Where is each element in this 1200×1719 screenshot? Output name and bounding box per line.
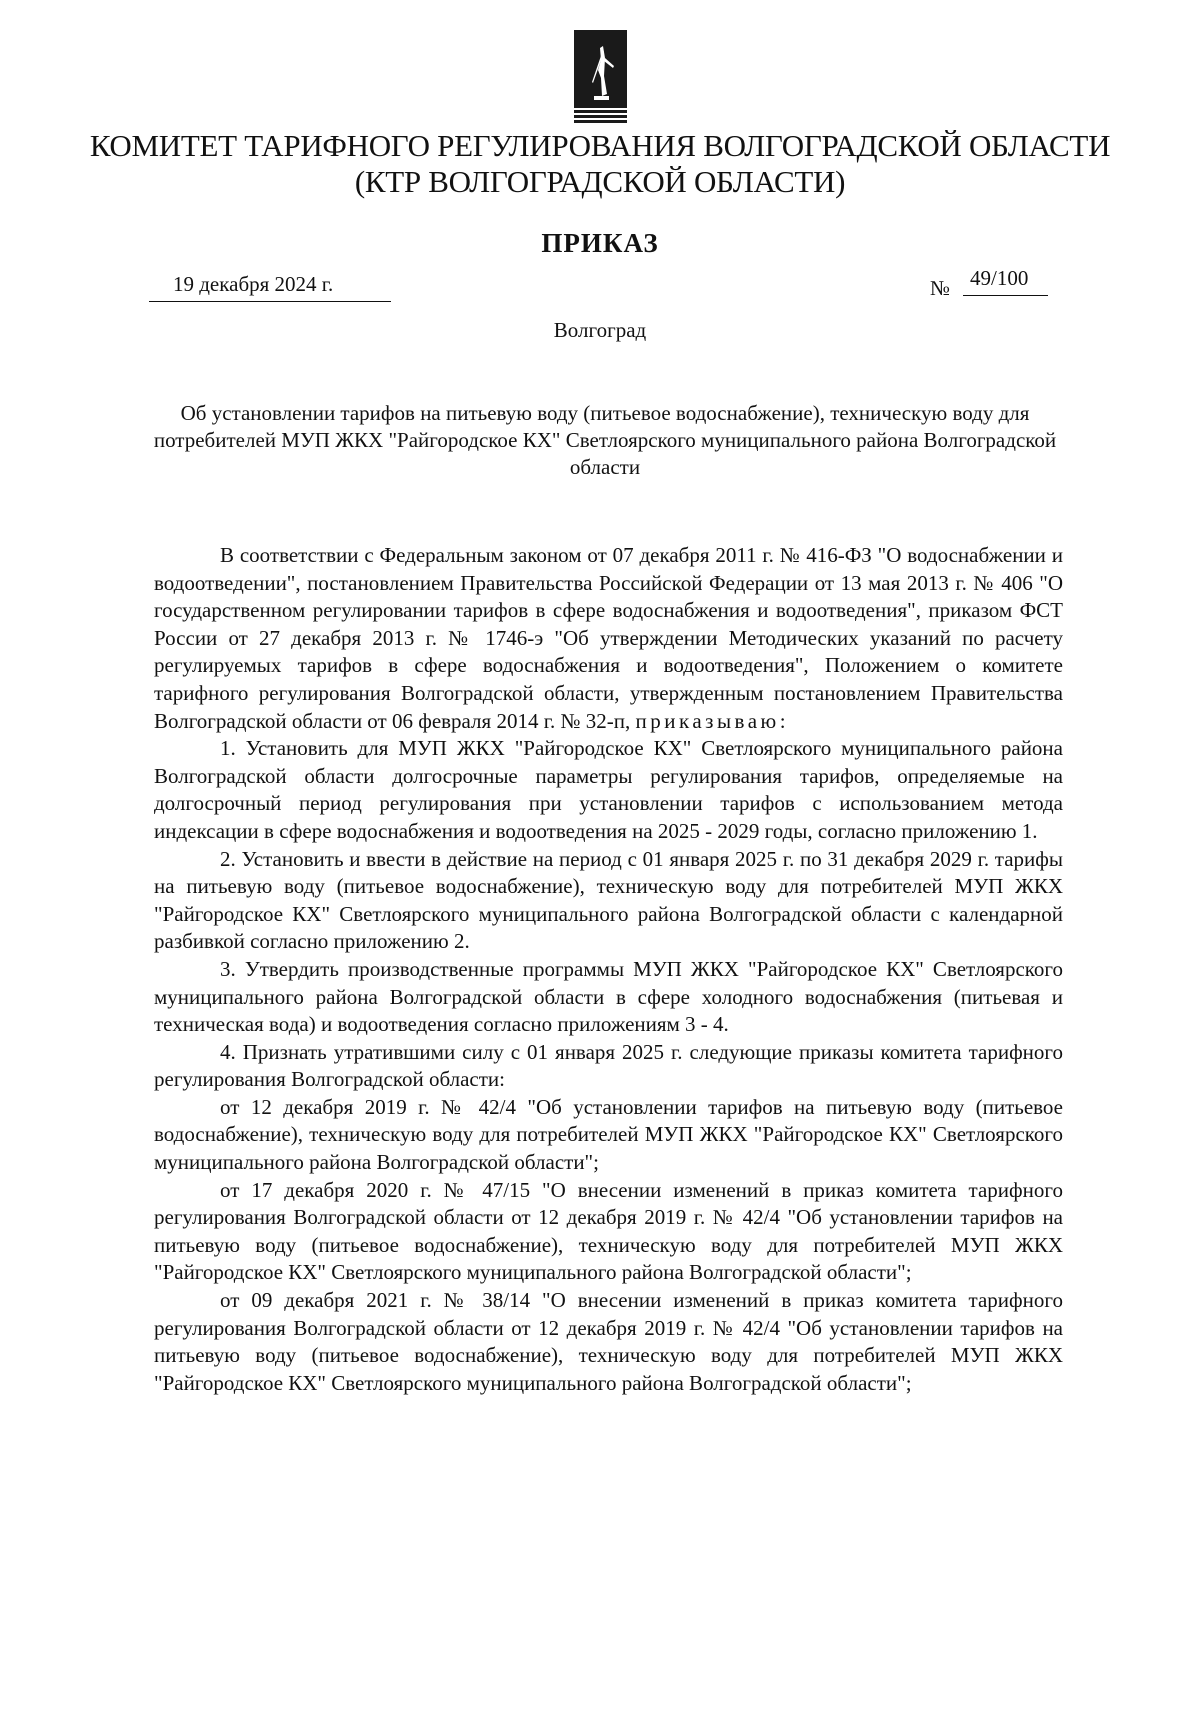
order-subject: Об установлении тарифов на питьевую воду (питьевое водоснабжение), техническую воду для потребителей МУП ЖКХ "Райгородское КХ" Светлоярского муниципального района Волгоградской области xyxy=(153,401,1057,479)
order-number: 49/100 xyxy=(963,266,1048,296)
preamble-text: В соответствии с Федеральным законом от 07 декабря 2011 г. № 416-ФЗ "О водоснабжении и водоотведении", постановлением Правительства Российской Федерации от 13 мая 2013 г. № 406 "О государственном регулировании тарифов в сфере водоснабжения и водоотведения", приказом ФСТ России от 27 декабря 2013 г. № 1746-э "Об утверждении Методических указаний по расчету регулируемых тарифов в сфере водоснабжения и водоотведения", Положением о комитете тарифного регулирования Волгоградской области, утвержденным постановлением Правительства Волгоградской области от 06 февраля 2014 г. № 32-п, xyxy=(154,543,1063,733)
order-item-2: 2. Установить и ввести в действие на период с 01 января 2025 г. по 31 декабря 2029 г. тарифы на питьевую воду (питьевое водоснабжение), техническую воду для потребителей МУП ЖКХ "Райгородское КХ" Светлоярского муниципального района Волгоградской области с календарной разбивкой согласно приложению 2. xyxy=(154,846,1063,954)
organization-name: КОМИТЕТ ТАРИФНОГО РЕГУЛИРОВАНИЯ ВОЛГОГРАДСКОЙ ОБЛАСТИ xyxy=(89,128,1111,163)
order-item-4: 4. Признать утратившими силу с 01 января 2025 г. следующие приказы комитета тарифного регулирования Волгоградской области: xyxy=(154,1039,1063,1092)
order-item-1: 1. Установить для МУП ЖКХ "Райгородское КХ" Светлоярского муниципального района Волгоградской области долгосрочные параметры регулирования тарифов, определяемые на долгосрочный период регулирования при установлении тарифов с использованием метода индексации в сфере водоснабжения и водоотведения на 2025 - 2029 годы, согласно приложению 1. xyxy=(154,736,1063,843)
order-city: Волгоград xyxy=(553,318,647,342)
document-title: ПРИКАЗ xyxy=(541,228,659,258)
order-preamble xyxy=(154,542,1063,735)
order-word: приказываю: xyxy=(635,708,790,733)
order-number-label: № xyxy=(930,276,951,300)
order-body xyxy=(154,542,1063,1397)
volgograd-emblem-icon xyxy=(574,30,627,126)
order-date: 19 декабря 2024 г. xyxy=(149,272,391,302)
organization-short-name: (КТР ВОЛГОГРАДСКОЙ ОБЛАСТИ) xyxy=(354,164,846,199)
repealed-order-3: от 09 декабря 2021 г. № 38/14 "О внесении изменений в приказ комитета тарифного регулирования Волгоградской области от 12 декабря 2019 г. № 42/4 "Об установлении тарифов на питьевую воду (питьевое водоснабжение), техническую воду для потребителей МУП ЖКХ "Райгородское КХ" Светлоярского муниципального района Волгоградской области"; xyxy=(154,1288,1063,1395)
order-item-3: 3. Утвердить производственные программы МУП ЖКХ "Райгородское КХ" Светлоярского муниципального района Волгоградской области в сфере холодного водоснабжения (питьевая и техническая вода) и водоотведения согласно приложениям 3 - 4. xyxy=(154,956,1063,1037)
repealed-order-2: от 17 декабря 2020 г. № 47/15 "О внесении изменений в приказ комитета тарифного регулирования Волгоградской области от 12 декабря 2019 г. № 42/4 "Об установлении тарифов на питьевую воду (питьевое водоснабжение), техническую воду для потребителей МУП ЖКХ "Райгородское КХ" Светлоярского муниципального района Волгоградской области"; xyxy=(154,1177,1063,1285)
repealed-order-1: от 12 декабря 2019 г. № 42/4 "Об установлении тарифов на питьевую воду (питьевое водоснабжение), техническую воду для потребителей МУП ЖКХ "Райгородское КХ" Светлоярского муниципального района Волгоградской области"; xyxy=(154,1094,1063,1175)
